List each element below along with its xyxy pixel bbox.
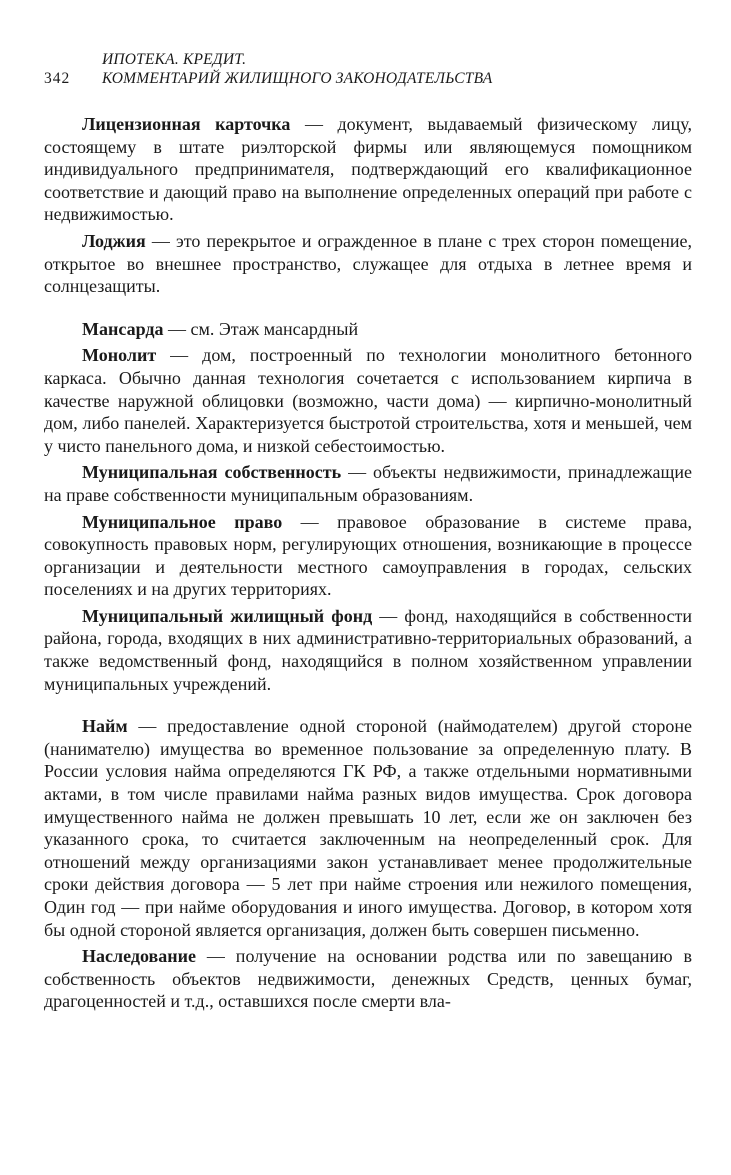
glossary-entry [44,344,692,457]
entry-definition: — получение на основании родства или по завещанию в собственность объектов недвижимости, денежных Средств, ценных бумаг, драгоценностей и т.д., оставшихся после смерти вла- [44,946,692,1012]
glossary-entry [44,113,692,226]
entry-term: Муниципальная собственность [82,462,342,483]
entry-term: Монолит [82,345,157,366]
glossary-body [44,113,692,1017]
entry-term: Наследование [82,946,196,967]
entry-definition: — предоставление одной стороной (наймодателем) другой стороне (нанимателю) имущества во временное пользование за определенную плату. В России условия найма определяются ГК РФ, а также отдельными нормативными актами, в том числе правилами найма разных видов имущества. Срок договора имущественного найма не должен превышать 10 лет, если же он заключен без указанного срока, то считается заключенным на неопределенный срок. Для отношений между организациями закон устанавливает менее продолжительные сроки действия договора — 5 лет при найме строения или нежилого помещения, Один год — при найме оборудования и иного имущества. Договор, в котором хотя бы одной стороной является организация, должен быть совершен письменно. [44,716,692,940]
page-number: 342 [44,70,71,87]
entry-term: Муниципальное право [82,511,283,532]
glossary-entry [44,318,692,341]
entry-term: Лоджия [82,230,146,251]
entry-definition: — фонд, находящийся в собственности района, города, входящих в них административно-территориальных образований, а также ведомственный фонд, находящийся в полном хозяйственном управлении муниципальных учреждений. [44,605,692,694]
glossary-entry [44,511,692,601]
entry-definition: — объекты недвижимости, принадлежащие на праве собственности муниципальным образованиям. [44,462,692,505]
glossary-entry [44,715,692,941]
glossary-entry [44,605,692,695]
header-row [44,69,492,88]
entry-definition: — см. Этаж мансардный [163,318,359,339]
header-line-2: КОММЕНТАРИЙ ЖИЛИЩНОГО ЗАКОНОДАТЕЛЬСТВА [102,70,493,87]
entry-term: Лицензионная карточка [82,114,291,134]
entry-term: Муниципальный жилищный фонд [82,605,373,626]
entry-definition: — дом, построенный по технологии монолитного бетонного каркаса. Обычно данная технология сочетается с использованием кирпича в качестве наружной облицовки (возможно, части дома) — кирпично-монолитный дом, либо панелей. Характеризуется быстротой строительства, хотя и меньшей, чем у чисто панельного дома, и низкой себестоимостью. [44,345,692,456]
glossary-entry [44,461,692,506]
glossary-entry [44,230,692,298]
running-header [44,50,492,88]
entry-definition: — документ, выдаваемый физическому лицу, состоящему в штате риэлторской фирмы или являющемуся помощником индивидуального предпринимателя, подтверждающий его квалификационное соответствие и дающий право на выполнение определенных операций при работе с недвижимостью. [44,114,692,225]
entry-term: Найм [82,716,128,737]
header-line-1: ИПОТЕКА. КРЕДИТ. [102,51,247,68]
glossary-entry [44,945,692,1013]
entry-definition: — правовое образование в системе права, совокупность правовых норм, регулирующих отношения, возникающие в процессе организации и деятельности местного самоуправления в городах, сельских поселениях и на других территориях. [44,511,692,600]
entry-term: Мансарда [82,318,164,339]
entry-definition: — это перекрытое и огражденное в плане с трех сторон помещение, открытое во внешнее пространство, служащее для отдыха в летнее время и солнцезащиты. [44,230,692,297]
